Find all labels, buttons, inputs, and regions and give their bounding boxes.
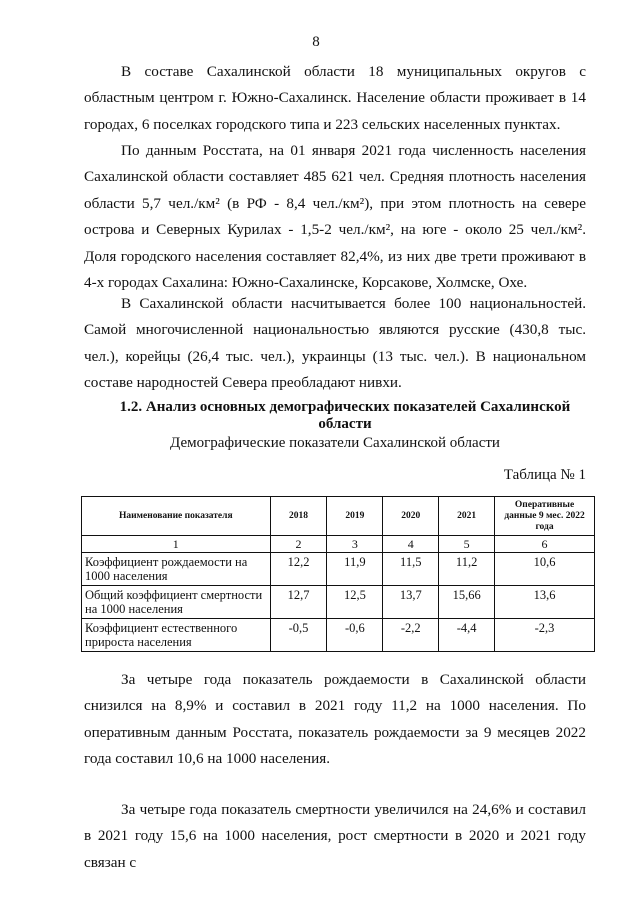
column-number: 5 [439, 536, 495, 553]
table-cell: 15,66 [439, 586, 495, 619]
header-cell: 2020 [383, 497, 439, 536]
column-number: 4 [383, 536, 439, 553]
table-cell: -2,2 [383, 619, 439, 652]
table-cell: 12,5 [327, 586, 383, 619]
section-heading: 1.2. Анализ основных демографических показателей Сахалинской области [119, 399, 571, 432]
table-label: Таблица № 1 [503, 467, 586, 483]
demographics-table [81, 496, 595, 652]
table-cell: -0,6 [327, 619, 383, 652]
table-row [82, 619, 595, 652]
header-cell: Оперативные данные 9 мес. 2022 года [495, 497, 595, 536]
table-row [82, 553, 595, 586]
header-cell: 2018 [270, 497, 327, 536]
paragraph-nationalities: В Сахалинской области насчитывается более 100 национальностей. Самой многочисленной национальностью являются русские (430,8 тыс. чел.), корейцы (26,4 тыс. чел.), украинцы (13 тыс. чел.). В национальном составе народностей Севера преобладают нивхи. [84, 295, 586, 392]
paragraph-municipalities: В составе Сахалинской области 18 муниципальных округов с областным центром г. Южно-Сахалинск. Население области проживает в 14 городах, 6 поселках городского типа и 223 сельских населенных пунктах. [84, 63, 586, 133]
table-cell: 11,5 [383, 553, 439, 586]
column-number: 3 [327, 536, 383, 553]
indicator-name: Коэффициент рождаемости на 1000 населения [82, 553, 271, 586]
table-cell: -2,3 [495, 619, 595, 652]
indicator-name: Общий коэффициент смертности на 1000 населения [82, 586, 271, 619]
paragraph-birth-rate: За четыре года показатель рождаемости в Сахалинской области снизился на 8,9% и составил в 2021 году 11,2 на 1000 населения. По оперативным данным Росстата, показатель рождаемости за 9 месяцев 2022 года составил 10,6 на 1000 населения. [84, 671, 586, 768]
table-cell: 12,2 [270, 553, 327, 586]
table-cell: 10,6 [495, 553, 595, 586]
table-cell: -4,4 [439, 619, 495, 652]
table-header-row [82, 497, 595, 536]
table-row [82, 586, 595, 619]
column-number: 1 [82, 536, 271, 553]
table-cell: -0,5 [270, 619, 327, 652]
column-number: 2 [270, 536, 327, 553]
table-cell: 11,9 [327, 553, 383, 586]
table-cell: 12,7 [270, 586, 327, 619]
table-title: Демографические показатели Сахалинской области [170, 435, 500, 451]
paragraph-population: По данным Росстата, на 01 января 2021 года численность населения Сахалинской области составляет 485 621 чел. Средняя плотность населения области 5,7 чел./км² (в РФ - 8,4 чел./км²), при этом плотность на севере острова и Северных Курилах - 1,5-2 чел./км², на юге - около 25 чел./км². Доля городского населения составляет 82,4%, из них две трети проживают в 4-х городах Сахалина: Южно-Сахалинске, Корсакове, Холмске, Охе. [84, 142, 586, 292]
header-cell: Наименование показателя [82, 497, 271, 536]
table-cell: 11,2 [439, 553, 495, 586]
header-cell: 2021 [439, 497, 495, 536]
column-number-row [82, 536, 595, 553]
indicator-name: Коэффициент естественного прироста населения [82, 619, 271, 652]
table-cell: 13,6 [495, 586, 595, 619]
header-cell: 2019 [327, 497, 383, 536]
page-number: 8 [312, 34, 320, 50]
column-number: 6 [495, 536, 595, 553]
table-cell: 13,7 [383, 586, 439, 619]
paragraph-mortality: За четыре года показатель смертности увеличился на 24,6% и составил в 2021 году 15,6 на 1000 населения, рост смертности в 2020 и 2021 году связан с [84, 801, 586, 871]
